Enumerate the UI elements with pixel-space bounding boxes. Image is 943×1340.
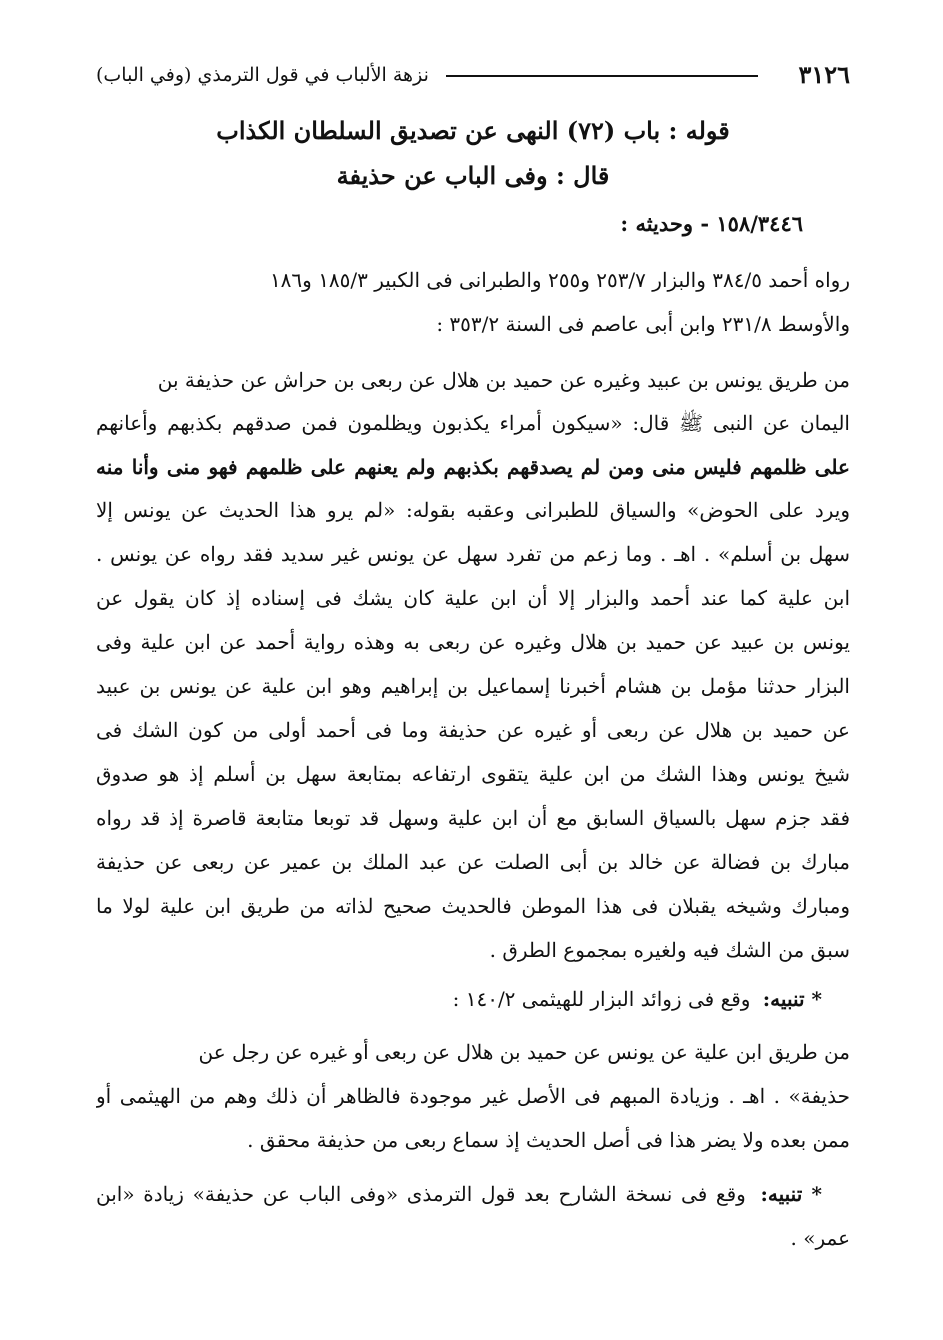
- body-line: على ظلمهم فليس منى ومن لم يصدقهم بكذبهم ولم يعنهم على ظلمهم فهو منى وأنا منه: [96, 455, 850, 479]
- note-marker: * تنبيه:: [762, 987, 822, 1011]
- note-heading: [96, 1172, 850, 1216]
- body-line: والأوسط ٢٣١/٨ وابن أبى عاصم فى السنة ٣٥٣/٢ :: [436, 312, 850, 336]
- chapter-subheading: قال : وفى الباب عن حذيفة: [336, 161, 610, 190]
- body-line: البزار حدثنا مؤمل بن هشام أخبرنا إسماعيل بن إبراهيم وهو ابن علية عن يونس بن عبيد: [96, 674, 850, 698]
- body-line: ومبارك وشيخه يقبلان فى هذا الموطن فالحديث صحيح لذاته من طريق ابن علية لولا ما: [96, 894, 850, 918]
- body-line: من طريق يونس بن عبيد وغيره عن حميد بن هلال عن ربعى بن حراش عن حذيفة بن: [157, 368, 850, 392]
- note-text: وقع فى نسخة الشارح بعد قول الترمذى «وفى الباب عن حذيفة» زيادة «ابن: [96, 1182, 746, 1206]
- hadith-number: ١٥٨/٣٤٤٦ - وحديثه :: [620, 211, 803, 236]
- note-line: من طريق ابن علية عن يونس عن حميد بن هلال عن ربعى أو غيره عن رجل عن: [198, 1040, 850, 1064]
- note-heading: [96, 977, 850, 1021]
- body-line: سهل بن أسلم» . اهـ . وما زعم من تفرد سهل عن يونس غير سديد فقد رواه عن يونس .: [96, 542, 850, 566]
- note-marker: * تنبيه:: [760, 1182, 823, 1206]
- body-line: رواه أحمد ٣٨٤/٥ والبزار ٢٥٣/٧ و٢٥٥ والطبرانى فى الكبير ١٨٥/٣ و١٨٦: [269, 268, 850, 292]
- body-line: ويرد على الحوض» والسياق للطبرانى وعقبه بقوله: «لم يرو هذا الحديث عن يونس إلا: [96, 498, 850, 522]
- body-line: مبارك بن فضالة عن خالد بن أبى الصلت عن عبد الملك بن عمير عن ربعى عن حذيفة: [96, 850, 850, 874]
- header-rule: [446, 75, 758, 77]
- body-line: ابن علية كما عند أحمد والبزار إلا أن ابن علية كان يشك فى إسناده إذ كان يقول عن: [96, 586, 850, 610]
- body-line: سبق من الشك فيه ولغيره بمجموع الطرق .: [489, 938, 850, 962]
- note-line: حذيفة» . اهـ . وزيادة المبهم فى الأصل غير موجودة فالظاهر أن ذلك وهم من الهيثمى أو: [96, 1084, 850, 1108]
- running-header: [96, 58, 850, 92]
- body-line: شيخ يونس وهذا الشك من ابن علية يتقوى ارتفاعه بمتابعة سهل بن أسلم إذ هو صدوق: [96, 762, 850, 786]
- chapter-heading: قوله : باب (٧٢) النهى عن تصديق السلطان الكذاب: [216, 116, 730, 145]
- running-title: نزهة الألباب في قول الترمذي (وفي الباب): [96, 64, 429, 86]
- body-line: فقد جزم سهل بالسياق السابق مع أن ابن علية وسهل قد توبعا متابعة قاصرة إذ قد رواه: [96, 806, 850, 830]
- body-line: اليمان عن النبى ﷺ قال: «سيكون أمراء يكذبون ويظلمون فمن صدقهم بكذبهم وأعانهم: [96, 411, 850, 435]
- note-line: عمر» .: [790, 1226, 850, 1250]
- body-line: يونس بن عبيد عن حميد بن هلال وغيره عن ربعى به وهذه رواية أحمد عن ابن علية وفى: [96, 630, 850, 654]
- body-line: عن حميد بن هلال عن ربعى أو غيره عن حذيفة وما فى أحمد أولى من كون الشك فى: [96, 718, 850, 742]
- note-heading-text: وقع فى زوائد البزار للهيثمى ١٤٠/٢ :: [452, 987, 751, 1011]
- note-line: ممن بعده ولا يضر هذا فى أصل الحديث إذ سماع ربعى من حذيفة محقق .: [247, 1128, 850, 1152]
- page-number: ٣١٢٦: [798, 60, 850, 89]
